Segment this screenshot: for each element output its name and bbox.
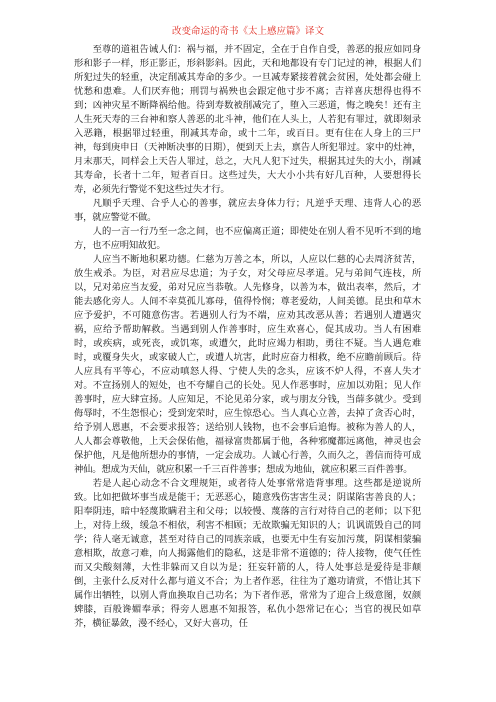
paragraph: 至尊的道祖告诫人们：祸与福，并不固定，全在于自作自受，善恶的报应如同身形和影子一样，形正影正，形斜影斜。因此，天和地都设有专门记过的神，根据人们所犯过失的轻重，决定削减其寿命的多少。一旦减寿紧接着就会贫困，处处都会碰上忧愁和患难。人们厌弃他；刑罚与祸殃也会跟定他寸步不离；吉祥喜庆想得也得不到；凶神灾星不断降祸给他。待到寿数被削减完了，堕入三恶道，悔之晚矣！还有主人生死天寿的三台神和察人善恶的北斗神，他们在人头上，人若犯有罪过，就即刻录入恶籍，根据罪过轻重，削减其寿命，或十二年，或百日。更有住在人身上的三尸神，每到庚申日（天神断决事的日期），便到天上去，禀告人所犯罪过。家中的灶神，月末那天，同样会上天告人罪过，总之，大凡人犯下过失，根据其过失的大小，削减其寿命，长者十二年，短者百日。这些过失，大大小小共有好几百种，人要想得长寿，必须先行警觉不犯这些过失才行。 xyxy=(74,44,421,195)
document-body xyxy=(74,43,421,631)
paragraph: 人的一言一行乃至一念之间，也不应偏离正道；即使处在别人看不见听不到的地方，也不应明知故犯。 xyxy=(74,226,421,251)
page-title: 改变命运的奇书《太上感应篇》译文 xyxy=(171,26,324,37)
paragraph: 若是人起心动念不合文理规矩，或者待人处事常常造背事理。这些都是逆说所致。比如把做坏事当成是能干；无恶恶心，随意残伤害害生灵；阴谋陷害善良的人；阳奉阴违，暗中轻蔑欺瞒君主和父母；以较慢、蔑落的言行对待自己的老师；以下犯上，对待上级，缓急不相依，利害不相顾；无故欺骗无知识的人；讥讽谎毁自己的同学；待人毫无诚意，甚至对待自己的同族亲戚，也要无中生有妄加污蔑，阴谋相蒙骗意相欺，故意刁难，向人揭露他们的隐私，这是非常不道德的；待人接物，使气任性而又尖酸刻薄，大性非躲而又自以为是；狂妄轩箭的人，待人处事总是爱待是非颠倒，主张什么反对什么都与道义不合；为上者作恶，往往为了邀功请赏，不惜让其下属作出牺牲，以别人背血换取自己功名；为下者作恶，常常为了迎合上级意图，奴颜婢膝，百般谗媚奉承；得旁人恩惠不知报答，私仇小怨常记在心；当官的视民如草芥，横征暴敛，漫不经心，又好大喜功，任 xyxy=(74,478,421,629)
paragraph: 人应当不断地积累功德。仁慈为万善之本，所以，人应以仁慈的心去周济贫苦，放生戒杀。为臣，对君应尽忠道；为子女，对父母应尽孝道。兄与弟间气连枝，所以，兄对弟应当友爱，弟对兄应当恭敬。人先修身，以善为本，做出表率，然后，才能去感化旁人。人间不幸莫孤儿寡母，值得怜悯；尊老爱幼，人间美德。昆虫和草木应予爱护，不可随意伤害。若遇别人行为不端，应劝其改恶从善；若遇别人遭遇灾祸，应给予帮助解救。当遇到别人作善事时，应生欢喜心，促其成功。当人有困难时，或疾病，或死丧，或饥寒，或遭欠，此时应竭力相助，勇往不疑。当人遇危难时，或覆身失火，或家破人亡，或遭人坑害，此时应奋力相救，绝不应瞻前顾后。待人应具有平等心，不应动嗔怒人得、宁使人失的念头，应该不炉人得，不喜人失才对。不宣扬别人的短处，也不夸耀自己的长处。见人作恶事时，应加以劝阻；见人作善事时，应大肆宣扬。人应知足，不论见弟分家，或与朋友分钱，当薛多就少。受到侮辱时，不生怨恨心；受到宠荣时，应生惊恐心。当人真心立善，去掉了贪否心时，给予别人恩惠，不会要求报答；送给别人钱物，也不会事后追悔。被称为善人的人，人人都会尊敬他，上天会保佑他，福禄富贵都属于他，各种邪魔都远离他，神灵也会保护他，凡是他所想办的事情，一定会成功。人诚心行善，久而久之，善信而待可成神仙。想成为天仙，就应积累一千三百件善事；想成为地仙，就应积累三百件善事。 xyxy=(74,254,421,475)
paragraph: 凡顺乎天理、合乎人心的善事，就应去身体力行；凡逆乎天理、违背人心的恶事，就应警觉不做。 xyxy=(74,198,421,223)
